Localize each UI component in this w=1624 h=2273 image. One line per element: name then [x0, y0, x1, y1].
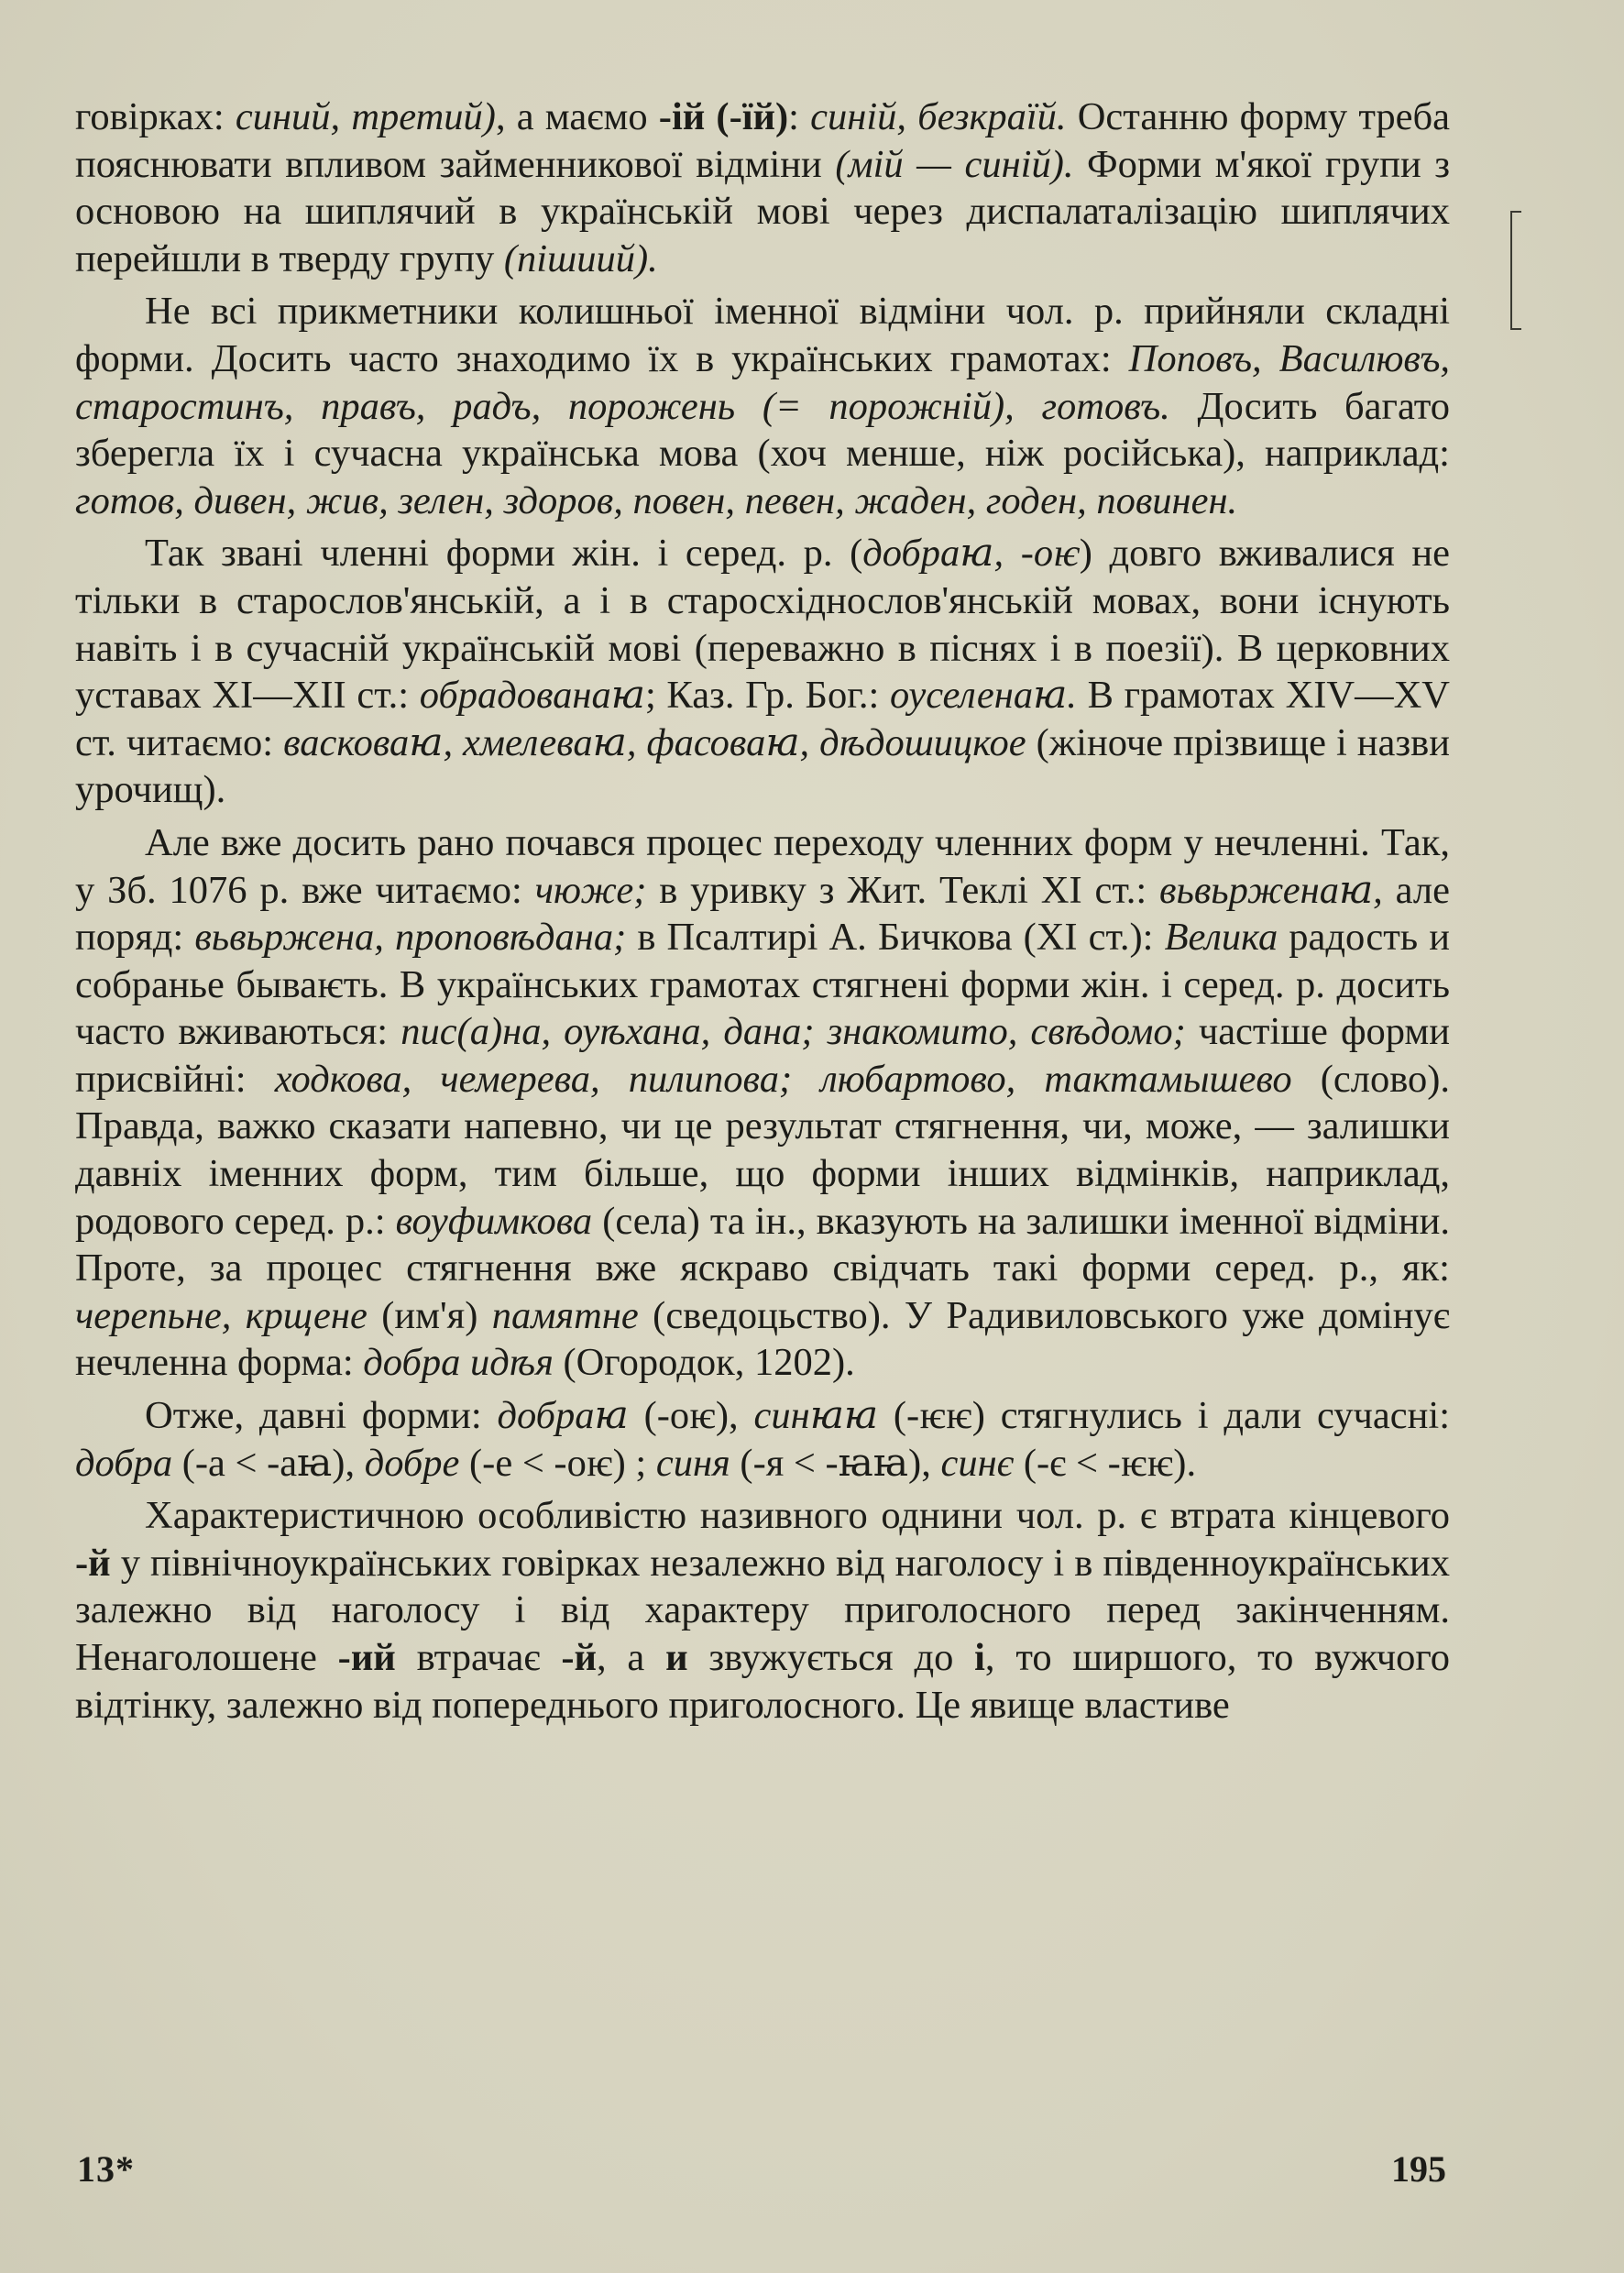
text-column — [75, 93, 1450, 1734]
text-run: частіше форми присвійні: — [75, 1010, 1450, 1101]
example-word: готов, дивен, жив, зелен, здоров, повен, певен, жаден, годен, повинен. — [75, 478, 1238, 522]
text-run: Останню форму треба пояснювати впливом займенникової відміни — [75, 95, 1451, 186]
text-run: радость и собранье бываѥть. В українських грамотах стягнені форми жін. і серед. р. досить часто вживаються: — [75, 916, 1450, 1054]
ending-marker: -ій (-їй) — [658, 95, 789, 138]
example-word: воуфимкова — [395, 1199, 593, 1243]
ending-marker: -й — [561, 1636, 598, 1679]
example-word: синий, третий) — [235, 95, 496, 138]
text-run: Досить багато зберегла їх і сучасна українська мова (хоч менше, ніж російська), наприклад: — [75, 384, 1450, 476]
text-run: у північноукраїнських говірках незалежно від наголосу і в південноукраїнських залежно від наголосу і від характеру приголосного перед закінченням. Ненаголошене — [75, 1541, 1450, 1679]
paragraph — [75, 93, 1450, 282]
paragraph — [75, 819, 1450, 1387]
example-word: ходкова, чемерева, пилипова; любартово, тактамышево — [274, 1057, 1292, 1101]
example-word: синє — [940, 1441, 1015, 1485]
paragraph — [75, 1492, 1450, 1729]
text-run: Отже, давні форми: — [145, 1394, 498, 1438]
example-word: (пішиий). — [503, 236, 658, 280]
example-word: вьвьржена, проповѣдана; — [194, 916, 627, 960]
text-run: Не всі прикметники колишньої іменної відміни чол. р. прийняли складні форми. Досить часто знаходимо їх в українських грамотах: — [75, 290, 1450, 380]
example-word: пис(а)на, оуѣхана, дана; знакомито, свѣдомо; — [401, 1010, 1186, 1054]
example-word: добра идѣя — [363, 1341, 554, 1385]
text-run: ) довго вживалися не тільки в старослов'янській, а і в старосхіднослов'янській мовах, вони існують навіть і в сучасній українській мові (переважно в піснях і в поезії). В церковних уставах XI—XII ст.: — [75, 532, 1450, 718]
text-run: Характеристичною особливістю називного однини чол. р. є втрата кінцевого — [145, 1494, 1450, 1538]
text-run: : — [788, 95, 811, 138]
example-word: оуселенаꙗ. — [889, 674, 1077, 718]
example-word: вьвьрженаꙗ, — [1159, 868, 1383, 912]
text-run: (села) та ін., вказують на залишки іменної відміни. Проте, за процес стягнення вже яскраво свідчать такі форми серед. р., як: — [75, 1199, 1450, 1290]
example-word: чюже; — [534, 868, 647, 912]
text-run: ; Каз. Гр. Бог.: — [644, 674, 890, 718]
text-run: (слово). Правда, важко сказати напевно, чи це результат стягнення, чи, може, — залишки давніх іменних форм, тим більше, що форми інших відмінків, наприклад, родового серед. р.: — [75, 1057, 1450, 1243]
text-run: (им'я) — [367, 1293, 492, 1337]
text-run: (-оѥ), — [628, 1394, 754, 1438]
example-word: (мій — синій). — [835, 142, 1074, 186]
example-word: памятне — [491, 1293, 639, 1337]
example-word: Велика — [1164, 916, 1278, 960]
text-run: , то ширшого, то вужчого відтінку, залежно від попереднього приголосного. Це явище властиве — [75, 1636, 1450, 1727]
signature-mark: 13* — [77, 2148, 135, 2190]
ending-marker: -ий — [337, 1636, 396, 1679]
text-run: але поряд: — [75, 868, 1450, 960]
text-run: Так звані членні форми жін. і серед. р. ( — [145, 532, 863, 576]
text-run: Але вже досить рано почався процес переходу членних форм у нечленні. Так, у Зб. 1076 р. вже читаємо: — [75, 820, 1450, 912]
ending-marker: -й — [75, 1541, 111, 1585]
text-run: втрачає — [395, 1636, 562, 1679]
text-run: Форми м'якої групи з основою на шиплячий в українській мові через диспалаталізацію шиплячих перейшли в тверду групу — [75, 142, 1450, 280]
text-run: звужується до — [687, 1636, 975, 1679]
example-word: добра — [75, 1441, 173, 1485]
example-word: добре — [364, 1441, 460, 1485]
example-word: синій, безкраїй. — [810, 95, 1067, 138]
text-run: (жіноче прізвище і назви урочищ). — [75, 720, 1450, 812]
ending-marker: і — [974, 1636, 985, 1679]
text-run: в уривку з Жит. Теклі XI ст.: — [646, 868, 1160, 912]
text-run: говірках: — [75, 95, 236, 138]
margin-pencil-mark — [1494, 211, 1531, 330]
text-run: , а маємо — [495, 95, 659, 138]
text-run: (сведоцьство). У Радивиловського уже домінує нечленна форма: — [75, 1293, 1451, 1385]
example-word: добраꙗ — [497, 1394, 629, 1438]
text-run: , а — [597, 1636, 666, 1679]
example-word: обрадованаꙗ — [419, 674, 645, 718]
paragraph — [75, 530, 1450, 814]
text-run: (-ѥѥ) стягнулись і дали сучасні: — [878, 1394, 1450, 1438]
paragraph — [75, 1392, 1450, 1487]
text-run: (-а < -аꙗ), — [172, 1441, 365, 1485]
example-word: черепьне, крщене — [75, 1293, 368, 1337]
text-run: (-е < -оѥ) ; — [459, 1441, 656, 1485]
text-run: (-є < -ѥѥ). — [1014, 1441, 1197, 1485]
ending-marker: и — [665, 1636, 688, 1679]
paragraph — [75, 288, 1450, 524]
text-run: в Псалтирі А. Бичкова (XI ст.): — [626, 916, 1165, 960]
text-run: (Огородок, 1202). — [553, 1341, 855, 1385]
example-word: Поповъ, Василювъ, старостинъ, правъ, радъ, порожень (= порожній), готовъ. — [75, 336, 1450, 428]
example-word: васковаꙗ, хмелеваꙗ, фасоваꙗ, дѣдошицкое — [283, 720, 1026, 764]
example-word: синꙗꙗ — [753, 1394, 879, 1438]
text-run: (-я < -ꙗꙗ), — [730, 1441, 941, 1485]
example-word: синя — [655, 1441, 730, 1485]
page-number: 195 — [1391, 2148, 1446, 2190]
example-word: добраꙗ, -оѥ — [862, 532, 1080, 576]
text-run: В грамотах XIV—XV ст. читаємо: — [75, 674, 1450, 764]
